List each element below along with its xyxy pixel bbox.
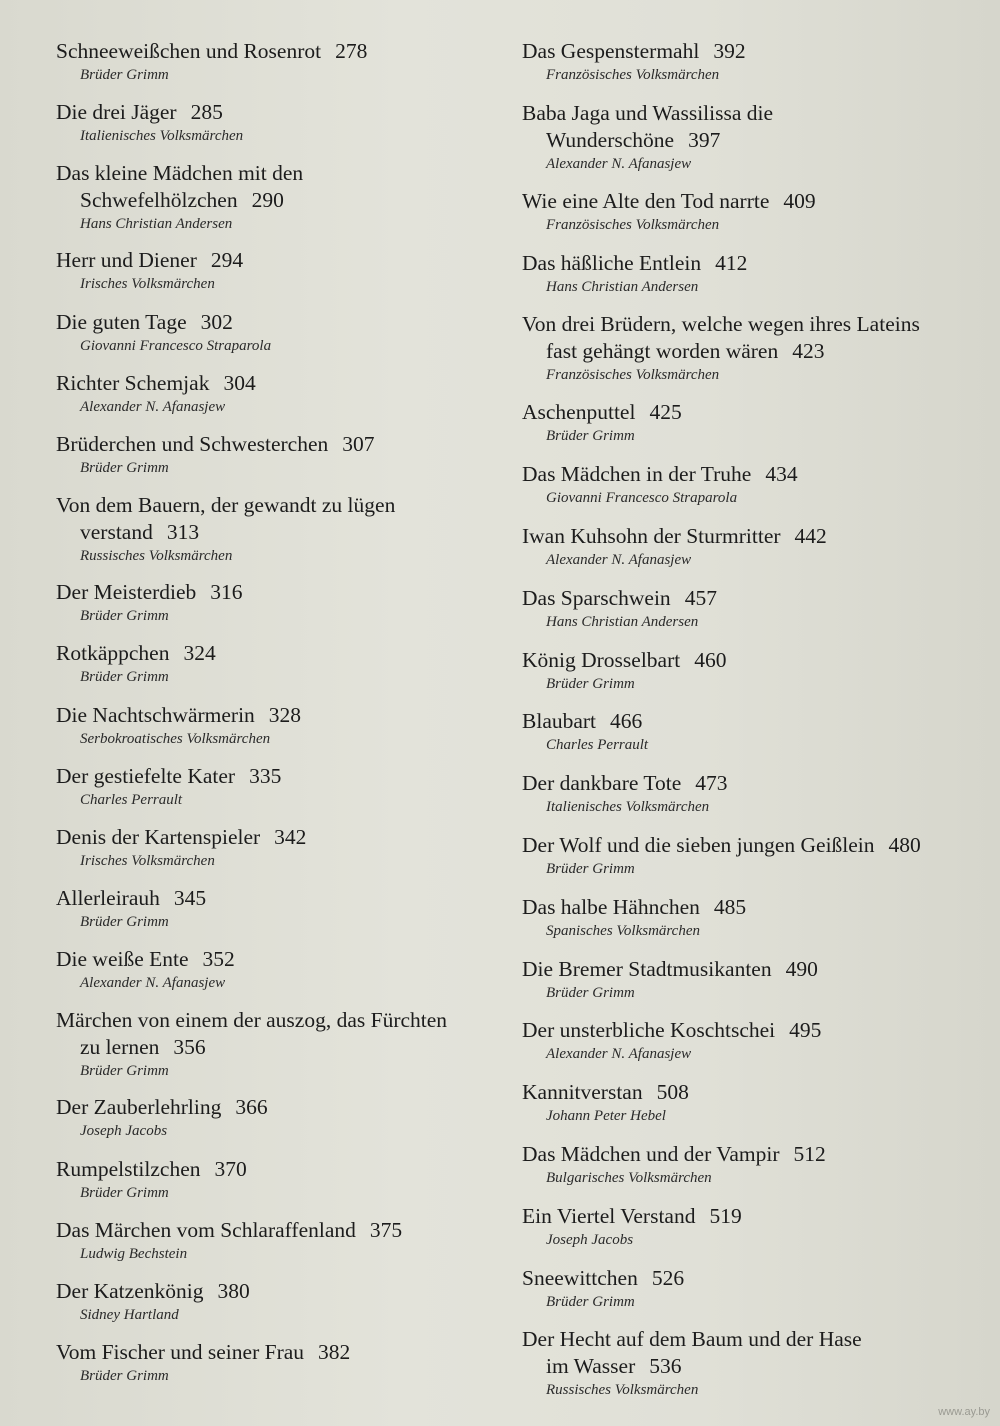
entry-author: Bulgarisches Volksmärchen xyxy=(546,1169,712,1186)
entry-author: Französisches Volksmärchen xyxy=(546,216,720,233)
page-number: 342 xyxy=(274,824,307,849)
entry-author: Johann Peter Hebel xyxy=(546,1108,666,1125)
entry-author: Irisches Volksmärchen xyxy=(80,852,215,869)
toc-entry xyxy=(522,1141,967,1203)
page-number: 335 xyxy=(249,763,282,788)
entry-author: Brüder Grimm xyxy=(546,860,635,877)
toc-left-column xyxy=(56,38,496,1400)
page-number: 366 xyxy=(235,1095,268,1120)
entry-author: Italienisches Volksmärchen xyxy=(80,128,244,145)
entry-author: Brüder Grimm xyxy=(546,428,635,445)
toc-entry xyxy=(522,100,967,188)
toc-entry xyxy=(56,824,496,885)
entry-title: Das häßliche Entlein xyxy=(522,250,702,275)
page-number: 457 xyxy=(684,585,717,610)
entry-author: Alexander N. Afanasjew xyxy=(80,975,226,992)
entry-author: Giovanni Francesco Straparola xyxy=(80,337,272,354)
entry-title: Von drei Brüdern, welche wegen ihres Lateins xyxy=(522,312,920,337)
page-number: 294 xyxy=(210,248,244,273)
entry-author: Alexander N. Afanasjew xyxy=(546,551,692,568)
entry-author: Serbokroatisches Volksmärchen xyxy=(80,730,271,747)
page-number: 356 xyxy=(173,1035,206,1060)
toc-entry xyxy=(56,1156,496,1217)
toc-entry xyxy=(56,160,496,247)
toc-entry xyxy=(522,461,967,523)
entry-title: Märchen von einem der auszog, das Fürchten xyxy=(56,1008,448,1033)
toc-entry xyxy=(56,247,496,308)
entry-title: Vom Fischer und seiner Frau xyxy=(56,1340,305,1365)
page-number: 307 xyxy=(342,431,375,456)
entry-title: Das Mädchen und der Vampir xyxy=(522,1141,780,1166)
entry-title: Blaubart xyxy=(522,709,597,734)
entry-author: Alexander N. Afanasjew xyxy=(546,155,692,172)
toc-entry xyxy=(56,946,496,1007)
entry-author: Brüder Grimm xyxy=(80,608,169,625)
page-number: 460 xyxy=(694,647,727,672)
entry-author: Joseph Jacobs xyxy=(80,1123,168,1140)
entry-title: Herr und Diener xyxy=(56,248,197,273)
toc-entry xyxy=(522,647,967,709)
entry-title: Ein Viertel Verstand xyxy=(522,1203,696,1228)
toc-entry xyxy=(56,309,496,370)
page-number: 290 xyxy=(251,188,284,213)
entry-author: Charles Perrault xyxy=(546,737,649,754)
entry-author: Italienisches Volksmärchen xyxy=(546,799,710,816)
toc-entry xyxy=(522,1265,967,1327)
entry-title: Die weiße Ente xyxy=(56,947,189,972)
entry-author: Hans Christian Andersen xyxy=(546,613,699,630)
entry-title: Baba Jaga und Wassilissa die xyxy=(522,100,774,125)
entry-title: Denis der Kartenspieler xyxy=(56,824,261,849)
page-number: 442 xyxy=(794,523,827,548)
entry-author: Brüder Grimm xyxy=(80,459,169,476)
entry-title: Allerleirauh xyxy=(56,886,160,911)
watermark: www.ay.by xyxy=(938,1406,990,1418)
entry-author: Brüder Grimm xyxy=(80,914,169,931)
entry-title-continued: im Wasser xyxy=(546,1354,636,1379)
entry-author: Russisches Volksmärchen xyxy=(546,1382,699,1399)
entry-author: Brüder Grimm xyxy=(80,67,169,83)
toc-entry xyxy=(522,38,967,100)
toc-entry xyxy=(56,431,496,492)
page-number: 302 xyxy=(200,309,233,334)
entry-title: Richter Schemjak xyxy=(56,370,210,395)
entry-title: Sneewittchen xyxy=(522,1265,638,1290)
entry-title-continued: verstand xyxy=(80,520,153,545)
page-number: 526 xyxy=(651,1265,685,1290)
entry-author: Giovanni Francesco Straparola xyxy=(546,490,738,507)
toc-entry xyxy=(522,585,967,647)
entry-title-continued: zu lernen xyxy=(80,1035,160,1060)
toc-entry xyxy=(56,370,496,431)
entry-author: Französisches Volksmärchen xyxy=(546,367,720,384)
entry-author: Irisches Volksmärchen xyxy=(80,276,215,293)
entry-title: Rumpelstilzchen xyxy=(56,1156,201,1181)
page-number: 508 xyxy=(656,1080,689,1105)
page-number: 304 xyxy=(223,370,256,395)
entry-title: Wie eine Alte den Tod narrte xyxy=(522,188,770,213)
toc-entry xyxy=(522,523,967,585)
page-number: 434 xyxy=(765,462,798,487)
page-number: 316 xyxy=(210,580,243,605)
page-number: 423 xyxy=(792,339,825,364)
entry-author: Hans Christian Andersen xyxy=(80,216,233,233)
toc-entry xyxy=(522,956,967,1018)
page-number: 485 xyxy=(713,894,747,919)
entry-author: Brüder Grimm xyxy=(80,1184,169,1201)
toc-entry xyxy=(522,1203,967,1265)
toc-entry xyxy=(56,702,496,763)
page-number: 380 xyxy=(217,1279,250,1303)
toc-entry xyxy=(522,832,967,894)
toc-entry xyxy=(522,250,967,312)
toc-entry xyxy=(522,708,967,770)
entry-title: Der Meisterdieb xyxy=(56,580,197,605)
entry-title: Der Wolf und die sieben jungen Geißlein xyxy=(522,832,875,857)
entry-title: Das Märchen vom Schlaraffenland xyxy=(56,1217,356,1242)
toc-entry xyxy=(56,492,496,579)
page-number: 473 xyxy=(695,771,728,796)
entry-title-continued: fast gehängt worden wären xyxy=(546,339,779,364)
entry-author: Sidney Hartland xyxy=(80,1307,179,1323)
page-number: 392 xyxy=(713,39,746,63)
toc-entry xyxy=(56,1217,496,1278)
entry-author: Brüder Grimm xyxy=(80,1368,169,1385)
entry-author: Französisches Volksmärchen xyxy=(546,67,720,83)
toc-entry xyxy=(522,399,967,461)
entry-author: Brüder Grimm xyxy=(546,675,635,692)
entry-title: Die Nachtschwärmerin xyxy=(56,702,255,727)
page-number: 466 xyxy=(610,709,643,734)
entry-title: Das halbe Hähnchen xyxy=(522,894,700,919)
page-number: 490 xyxy=(785,956,818,981)
toc-entry xyxy=(56,1278,496,1339)
toc-entry xyxy=(56,640,496,701)
toc-entry xyxy=(56,1094,496,1155)
page-number: 285 xyxy=(190,100,223,125)
toc-entry xyxy=(56,1007,496,1094)
toc-entry xyxy=(56,579,496,640)
toc-right-column xyxy=(522,38,967,1414)
entry-title: Der dankbare Tote xyxy=(522,771,682,796)
entry-author: Ludwig Bechstein xyxy=(80,1245,188,1262)
entry-title-continued: Schwefelhölzchen xyxy=(80,188,238,213)
toc-entry xyxy=(56,38,496,99)
page-number: 519 xyxy=(709,1203,742,1228)
entry-author: Brüder Grimm xyxy=(80,1063,169,1080)
entry-title: Brüderchen und Schwesterchen xyxy=(56,431,329,456)
toc-entry xyxy=(56,885,496,946)
entry-title-continued: Wunderschöne xyxy=(546,127,675,152)
entry-title: Das Mädchen in der Truhe xyxy=(522,462,752,487)
entry-title: Kannitverstan xyxy=(522,1080,643,1105)
entry-title: Iwan Kuhsohn der Sturmritter xyxy=(522,523,781,548)
toc-entry xyxy=(522,311,967,399)
entry-author: Joseph Jacobs xyxy=(546,1231,634,1248)
toc-entry xyxy=(522,1017,967,1079)
entry-author: Charles Perrault xyxy=(80,791,183,808)
page-number: 480 xyxy=(888,832,921,857)
page-number: 536 xyxy=(649,1354,682,1379)
page-number: 512 xyxy=(793,1141,826,1166)
page-number: 382 xyxy=(318,1340,351,1365)
entry-title: Das Gespenstermahl xyxy=(522,39,700,63)
entry-title: Der Hecht auf dem Baum und der Hase xyxy=(522,1327,862,1352)
entry-title: Die Bremer Stadtmusikanten xyxy=(522,956,772,981)
page-number: 397 xyxy=(688,127,721,152)
entry-title: Der gestiefelte Kater xyxy=(56,763,236,788)
page-number: 495 xyxy=(789,1018,822,1043)
page-number: 313 xyxy=(166,520,200,545)
toc-entry xyxy=(522,188,967,250)
entry-author: Spanisches Volksmärchen xyxy=(546,922,700,939)
page-number: 375 xyxy=(369,1217,403,1242)
entry-title: Von dem Bauern, der gewandt zu lügen xyxy=(56,493,396,518)
entry-title: Das kleine Mädchen mit den xyxy=(56,161,304,186)
entry-title: Der unsterbliche Koschtschei xyxy=(522,1018,776,1043)
toc-entry xyxy=(522,1079,967,1141)
entry-author: Brüder Grimm xyxy=(80,669,169,686)
page-number: 412 xyxy=(715,250,748,275)
entry-title: Die guten Tage xyxy=(56,309,187,334)
entry-title: Die drei Jäger xyxy=(56,100,177,125)
entry-author: Russisches Volksmärchen xyxy=(80,548,233,565)
entry-author: Hans Christian Andersen xyxy=(546,278,699,295)
entry-title: Schneeweißchen und Rosenrot xyxy=(56,39,322,63)
entry-author: Alexander N. Afanasjew xyxy=(80,398,226,415)
page-number: 328 xyxy=(268,702,302,727)
toc-entry xyxy=(56,1339,496,1400)
entry-title: Rotkäppchen xyxy=(56,641,170,666)
page-number: 345 xyxy=(173,886,207,911)
entry-title: Aschenputtel xyxy=(522,400,636,425)
toc-entry xyxy=(522,894,967,956)
page-number: 370 xyxy=(214,1156,247,1181)
toc-entry xyxy=(522,1326,967,1414)
entry-title: Das Sparschwein xyxy=(522,585,671,610)
toc-entry xyxy=(56,763,496,824)
entry-title: Der Zauberlehrling xyxy=(56,1095,222,1120)
page-number: 409 xyxy=(783,188,816,213)
entry-author: Brüder Grimm xyxy=(546,1293,635,1310)
entry-author: Brüder Grimm xyxy=(546,984,635,1001)
page-number: 278 xyxy=(335,39,368,63)
toc-entry xyxy=(522,770,967,832)
page-number: 425 xyxy=(649,400,682,425)
page-number: 352 xyxy=(202,947,235,972)
toc-entry xyxy=(56,99,496,160)
entry-author: Alexander N. Afanasjew xyxy=(546,1046,692,1063)
page-number: 324 xyxy=(183,641,216,666)
entry-title: König Drosselbart xyxy=(522,647,681,672)
entry-title: Der Katzenkönig xyxy=(56,1279,204,1303)
